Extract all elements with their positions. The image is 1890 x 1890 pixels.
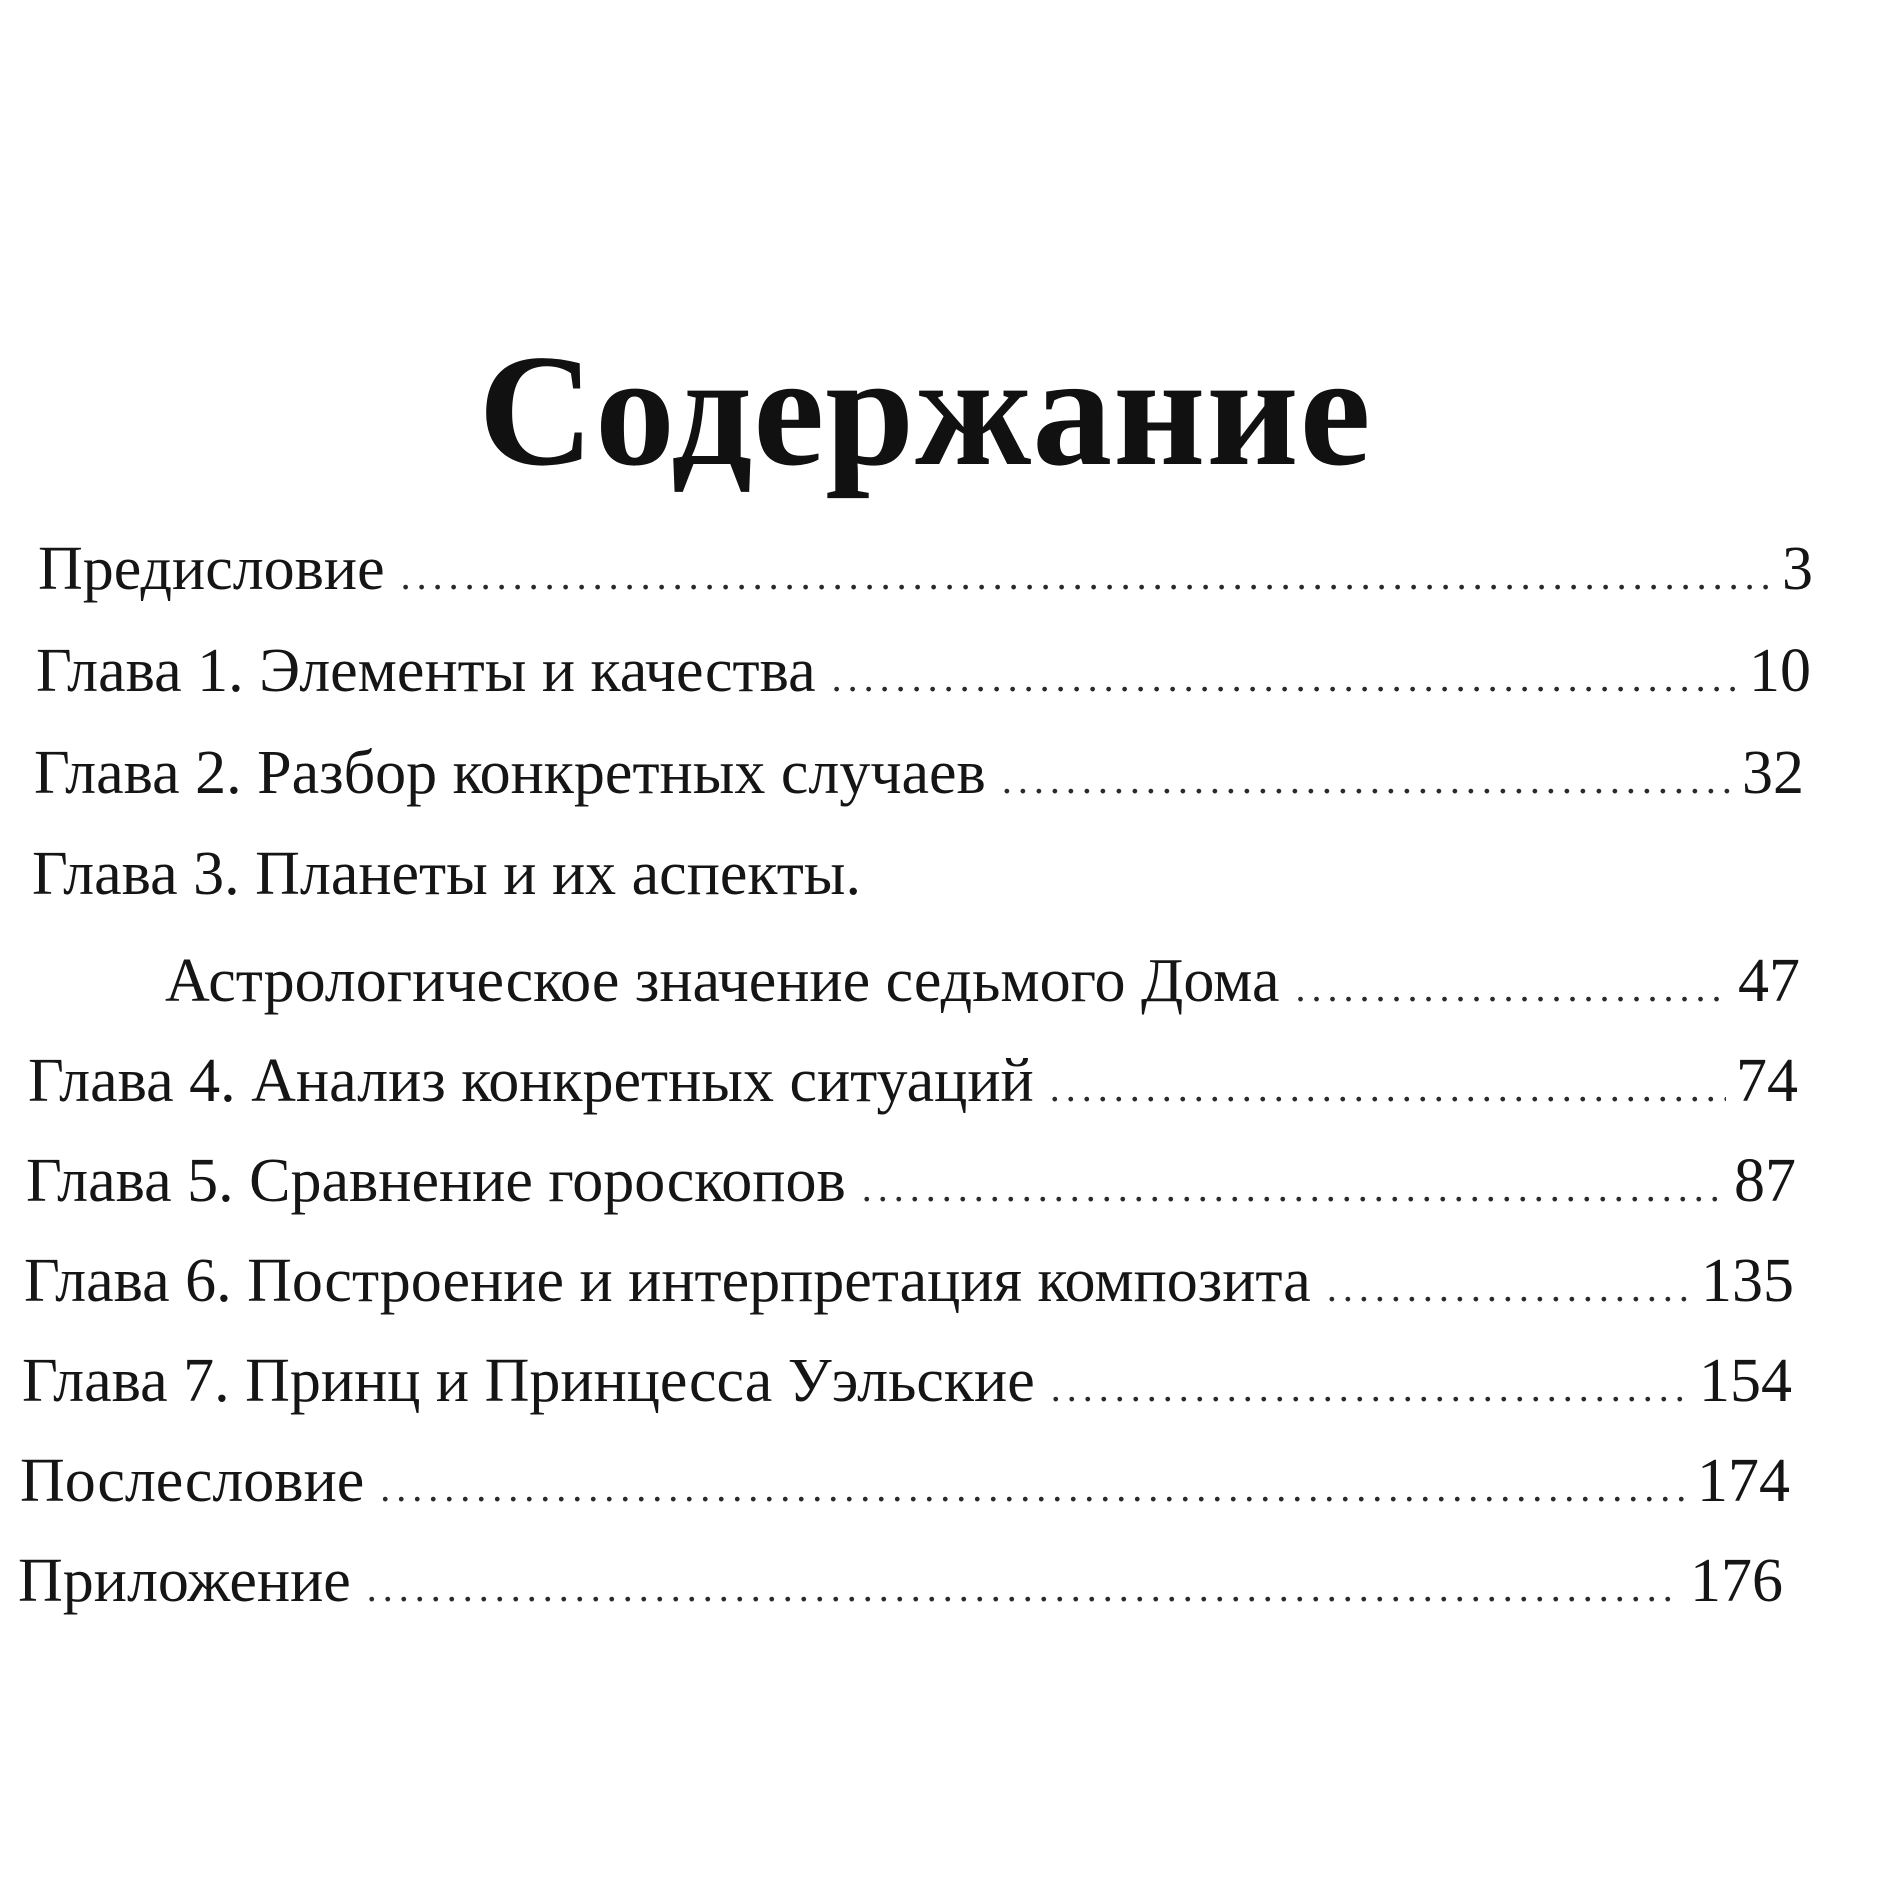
dot-leader xyxy=(862,1168,1724,1208)
toc-entry-page: 87 xyxy=(1734,1147,1796,1215)
toc-entry xyxy=(38,535,1813,603)
toc-entry-page: 10 xyxy=(1749,637,1811,705)
toc-entry-page: 154 xyxy=(1699,1347,1792,1415)
dot-leader xyxy=(367,1568,1680,1608)
toc-entry-label: Глава 7. Принц и Принцесса Уэльские xyxy=(22,1347,1035,1415)
toc-entry xyxy=(34,739,1804,807)
dot-leader xyxy=(1050,1068,1726,1108)
toc-entry-page: 74 xyxy=(1736,1047,1798,1115)
toc-entry xyxy=(22,1347,1792,1415)
dot-leader xyxy=(1296,968,1729,1008)
toc-entry-label: Глава 4. Анализ конкретных ситуаций xyxy=(28,1047,1034,1115)
dot-leader xyxy=(380,1468,1687,1508)
toc-entry-page: 174 xyxy=(1697,1447,1790,1515)
toc-entry-label: Послесловие xyxy=(20,1447,365,1515)
toc-entry-page: 135 xyxy=(1701,1247,1794,1315)
dot-leader xyxy=(1051,1368,1689,1408)
dot-leader xyxy=(401,556,1772,596)
toc-entry-label: Глава 2. Разбор конкретных случаев xyxy=(34,739,986,807)
toc-entry xyxy=(20,1447,1790,1515)
toc-entry-label: Глава 5. Сравнение гороскопов xyxy=(26,1147,846,1215)
toc-entry-label: Предисловие xyxy=(38,535,385,603)
dot-leader xyxy=(832,658,1739,698)
toc-entry-label: Глава 6. Построение и интерпретация композита xyxy=(24,1247,1311,1315)
toc-entry xyxy=(165,947,1800,1015)
dot-leader xyxy=(1327,1268,1691,1308)
page-title: Содержание xyxy=(478,321,1372,499)
toc-entry xyxy=(36,637,1811,705)
toc-entry-page: 32 xyxy=(1742,739,1804,807)
toc-entry-label: Приложение xyxy=(18,1547,351,1615)
toc-entry-label: Глава 3. Планеты и их аспекты. xyxy=(32,840,861,908)
toc-entry-page: 176 xyxy=(1690,1547,1783,1615)
dot-leader xyxy=(1002,760,1732,800)
toc-entry-label: Астрологическое значение седьмого Дома xyxy=(165,947,1280,1015)
toc-entry xyxy=(32,840,1802,908)
toc-entry xyxy=(24,1247,1794,1315)
toc-entry xyxy=(18,1547,1783,1615)
toc-entry-page: 3 xyxy=(1782,535,1813,603)
toc-entry xyxy=(28,1047,1798,1115)
toc-entry xyxy=(26,1147,1796,1215)
toc-entry-page: 47 xyxy=(1738,947,1800,1015)
toc-entry-label: Глава 1. Элементы и качества xyxy=(36,637,816,705)
